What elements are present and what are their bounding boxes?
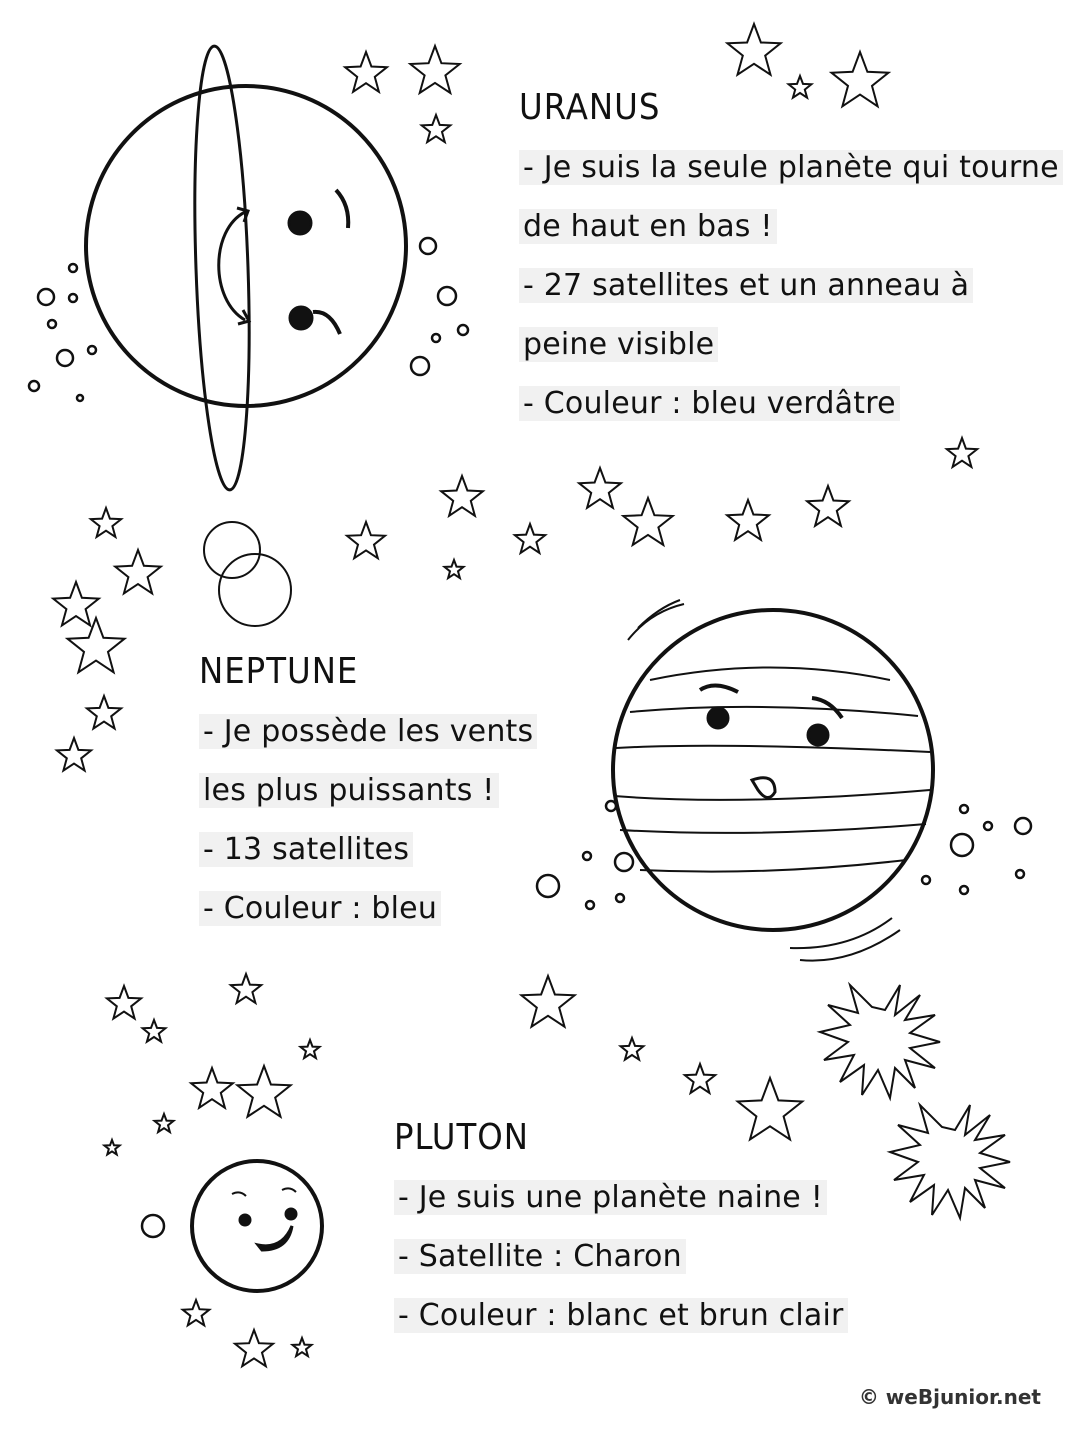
star-icon — [422, 115, 451, 142]
star-icon — [237, 1066, 290, 1117]
neptune-line-3: - 13 satellites — [199, 820, 537, 879]
neptune-line-2: les plus puissants ! — [199, 761, 537, 820]
pluton-line-2: - Satellite : Charon — [394, 1227, 848, 1286]
star-icon — [143, 1020, 166, 1042]
star-icon — [515, 524, 545, 553]
star-icon — [183, 1300, 210, 1325]
copyright-text: © weBjunior.net — [858, 1385, 1041, 1409]
uranus-title: URANUS — [519, 87, 661, 128]
starburst-bottom — [890, 1105, 1010, 1218]
star-icon — [685, 1064, 715, 1093]
star-icon — [727, 500, 769, 540]
star-icon — [947, 438, 977, 467]
star-icon — [807, 486, 849, 526]
neptune-planet — [613, 600, 933, 961]
star-icon — [107, 986, 141, 1019]
star-icon — [293, 1338, 312, 1356]
neptune-title: NEPTUNE — [199, 651, 359, 692]
pluton-planet — [142, 1161, 322, 1291]
star-icon — [623, 498, 672, 545]
uranus-info — [519, 78, 1063, 433]
star-icon — [345, 52, 387, 92]
star-icon — [53, 582, 99, 625]
pluton-line-3: - Couleur : blanc et brun clair — [394, 1286, 848, 1345]
star-icon — [87, 696, 121, 729]
uranus-line-2: de haut en bas ! — [519, 197, 1063, 256]
neptune-info — [199, 642, 537, 938]
star-icon — [579, 468, 621, 508]
uranus-line-1: - Je suis la seule planète qui tourne — [519, 138, 1063, 197]
uranus-line-4: peine visible — [519, 315, 1063, 374]
star-icon — [191, 1068, 233, 1108]
neptune-line-1: - Je possède les vents — [199, 702, 537, 761]
pluton-line-1: - Je suis une planète naine ! — [394, 1168, 848, 1227]
pluton-info — [394, 1108, 848, 1345]
star-icon — [91, 508, 121, 537]
star-icon — [115, 550, 161, 593]
star-icon — [104, 1140, 119, 1155]
star-icon — [445, 560, 464, 578]
star-icon — [727, 24, 780, 75]
starburst-top — [820, 985, 940, 1098]
star-icon — [235, 1330, 273, 1366]
star-icon — [231, 974, 261, 1003]
star-icon — [441, 476, 483, 516]
uranus-planet — [86, 45, 406, 491]
star-icon — [57, 738, 91, 771]
star-icon — [347, 522, 385, 558]
neptune-line-4: - Couleur : bleu — [199, 879, 537, 938]
star-icon — [410, 46, 459, 93]
star-icon — [155, 1114, 174, 1132]
star-icon — [68, 618, 125, 672]
neptune-bubbles — [537, 801, 1031, 909]
uranus-line-5: - Couleur : bleu verdâtre — [519, 374, 1063, 433]
star-icon — [521, 976, 574, 1027]
pluton-title: PLUTON — [394, 1117, 529, 1158]
uranus-line-3: - 27 satellites et un anneau à — [519, 256, 1063, 315]
star-icon — [301, 1040, 320, 1058]
ring-left-top — [204, 522, 260, 578]
star-icon — [621, 1038, 644, 1060]
